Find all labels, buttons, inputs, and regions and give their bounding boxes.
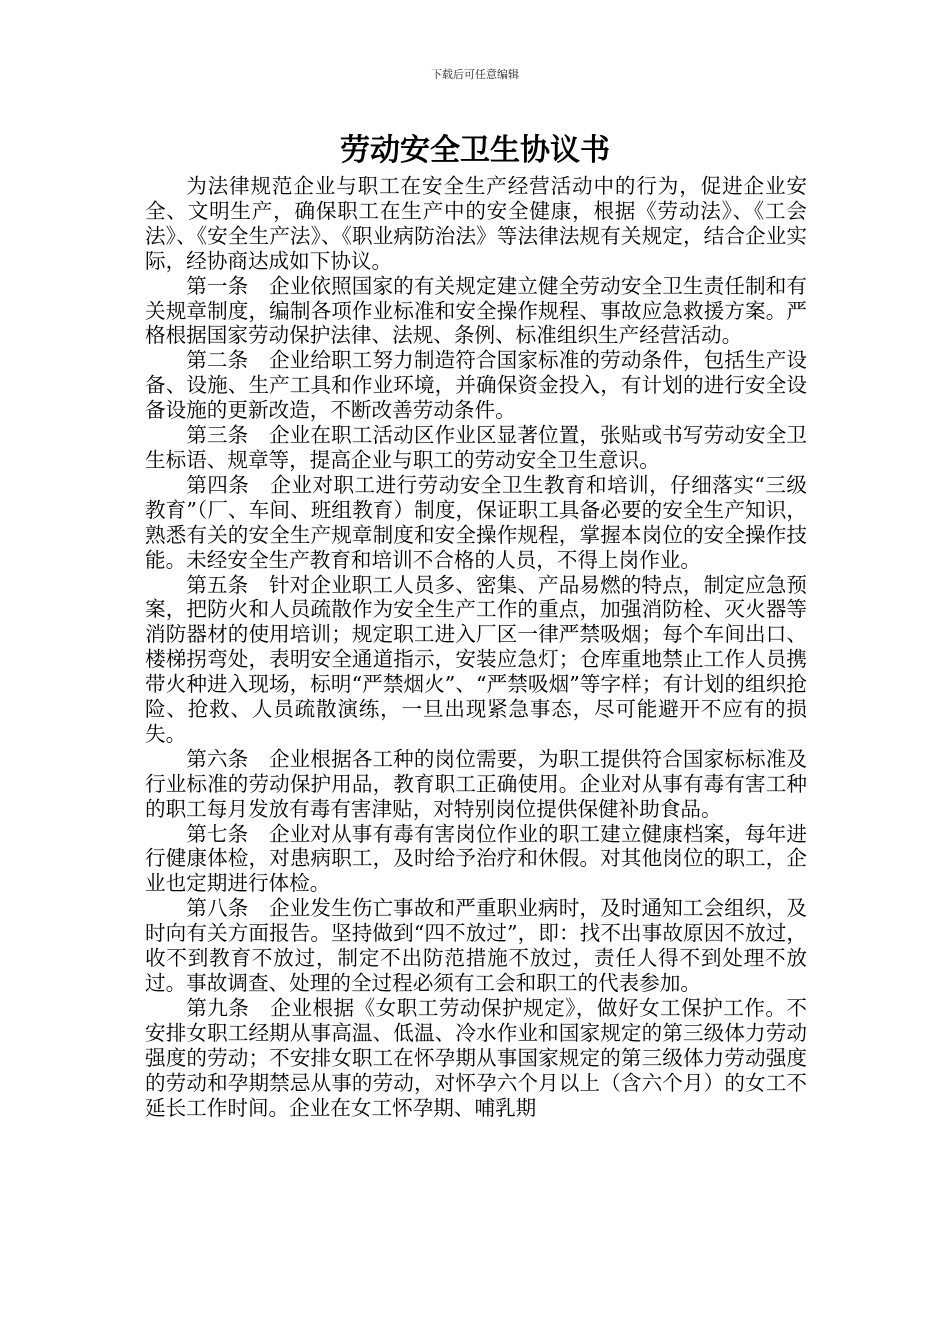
paragraph-article-6: 第六条 企业根据各工种的岗位需要，为职工提供符合国家标标准及行业标准的劳动保护用品，教育职工正确使用。企业对从事有毒有害工种的职工每月发放有毒有害津贴，对特别岗位提供保健补助食品。 — [145, 746, 807, 821]
document-body — [145, 174, 807, 1120]
header-note: 下载后可任意编辑 — [431, 68, 519, 81]
paragraph-article-5: 第五条 针对企业职工人员多、密集、产品易燃的特点，制定应急预案，把防火和人员疏散作为安全生产工作的重点，加强消防栓、灭火器等消防器材的使用培训；规定职工进入厂区一律严禁吸烟；每个车间出口、楼梯拐弯处，表明安全通道指示，安装应急灯；仓库重地禁止工作人员携带火种进入现场，标明“严禁烟火”、“严禁吸烟”等字样；有计划的组织抢险、抢救、人员疏散演练，一旦出现紧急事态，尽可能避开不应有的损失。 — [145, 572, 807, 746]
paragraph-article-2: 第二条 企业给职工努力制造符合国家标准的劳动条件，包括生产设备、设施、生产工具和作业环境，并确保资金投入，有计划的进行安全设备设施的更新改造，不断改善劳动条件。 — [145, 348, 807, 423]
paragraph-article-7: 第七条 企业对从事有毒有害岗位作业的职工建立健康档案，每年进行健康体检，对患病职工，及时给予治疗和休假。对其他岗位的职工，企业也定期进行体检。 — [145, 821, 807, 896]
paragraph-article-4: 第四条 企业对职工进行劳动安全卫生教育和培训，仔细落实“三级教育”（厂、车间、班组教育）制度，保证职工具备必要的安全生产知识，熟悉有关的安全生产规章制度和安全操作规程，掌握本岗位的安全操作技能。未经安全生产教育和培训不合格的人员，不得上岗作业。 — [145, 472, 807, 572]
paragraph-article-8: 第八条 企业发生伤亡事故和严重职业病时，及时通知工会组织，及时向有关方面报告。坚持做到“四不放过”，即：找不出事故原因不放过，收不到教育不放过，制定不出防范措施不放过，责任人得不到处理不放过。事故调查、处理的全过程必须有工会和职工的代表参加。 — [145, 896, 807, 995]
paragraph-article-1: 第一条 企业依照国家的有关规定建立健全劳动安全卫生责任制和有关规章制度，编制各项作业标准和安全操作规程、事故应急救援方案。严格根据国家劳动保护法律、法规、条例、标准组织生产经营活动。 — [145, 273, 807, 348]
paragraph-preamble: 为法律规范企业与职工在安全生产经营活动中的行为，促进企业安全、文明生产，确保职工在生产中的安全健康，根据《劳动法》、《工会法》、《安全生产法》、《职业病防治法》等法律法规有关规定，结合企业实际，经协商达成如下协议。 — [145, 174, 807, 273]
paragraph-article-3: 第三条 企业在职工活动区作业区显著位置，张贴或书写劳动安全卫生标语、规章等，提高企业与职工的劳动安全卫生意识。 — [145, 423, 807, 472]
document-title: 劳动安全卫生协议书 — [340, 133, 610, 168]
paragraph-article-9: 第九条 企业根据《女职工劳动保护规定》，做好女工保护工作。不安排女职工经期从事高温、低温、冷水作业和国家规定的第三级体力劳动强度的劳动；不安排女职工在怀孕期从事国家规定的第三级体力劳动强度的劳动和孕期禁忌从事的劳动，对怀孕六个月以上（含六个月）的女工不延长工作时间。企业在女工怀孕期、哺乳期 — [145, 995, 807, 1120]
